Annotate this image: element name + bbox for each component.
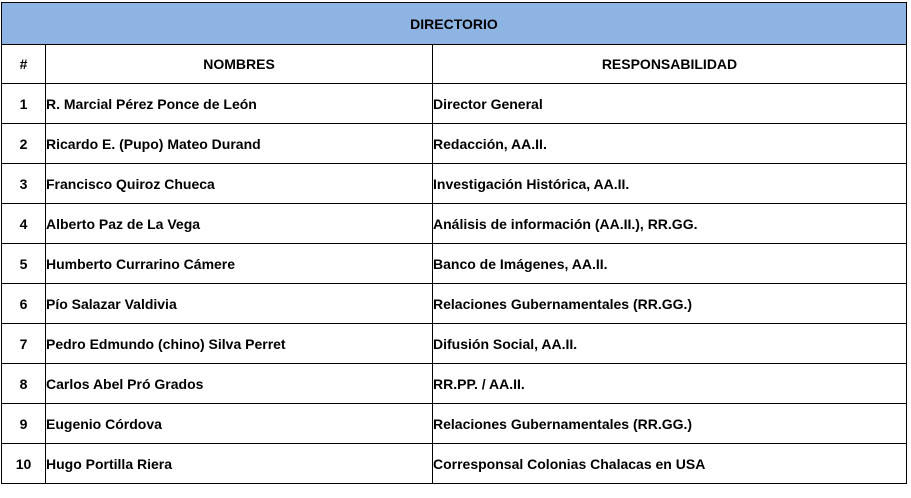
table-row	[2, 84, 907, 124]
header-responsibility: RESPONSABILIDAD	[433, 45, 907, 84]
title-row	[2, 3, 907, 45]
table-body	[2, 84, 907, 484]
table-row	[2, 284, 907, 324]
row-number: 8	[2, 364, 46, 404]
header-number: #	[2, 45, 46, 84]
row-name: Francisco Quiroz Chueca	[46, 164, 433, 204]
row-number: 7	[2, 324, 46, 364]
row-responsibility: Redacción, AA.II.	[433, 124, 907, 164]
table-title: DIRECTORIO	[2, 3, 907, 45]
row-number: 4	[2, 204, 46, 244]
directory-table	[1, 2, 907, 484]
row-number: 2	[2, 124, 46, 164]
row-name: Pedro Edmundo (chino) Silva Perret	[46, 324, 433, 364]
row-name: Carlos Abel Pró Grados	[46, 364, 433, 404]
row-responsibility: Director General	[433, 84, 907, 124]
row-name: Ricardo E. (Pupo) Mateo Durand	[46, 124, 433, 164]
table-row	[2, 204, 907, 244]
table-row	[2, 444, 907, 484]
table-row	[2, 124, 907, 164]
row-responsibility: Banco de Imágenes, AA.II.	[433, 244, 907, 284]
row-number: 10	[2, 444, 46, 484]
row-responsibility: Corresponsal Colonias Chalacas en USA	[433, 444, 907, 484]
row-name: Humberto Currarino Cámere	[46, 244, 433, 284]
header-names: NOMBRES	[46, 45, 433, 84]
row-number: 5	[2, 244, 46, 284]
table-row	[2, 324, 907, 364]
row-responsibility: Relaciones Gubernamentales (RR.GG.)	[433, 284, 907, 324]
row-number: 6	[2, 284, 46, 324]
directory-container	[1, 2, 907, 484]
table-row	[2, 164, 907, 204]
row-number: 9	[2, 404, 46, 444]
table-row	[2, 404, 907, 444]
table-row	[2, 244, 907, 284]
row-responsibility: Investigación Histórica, AA.II.	[433, 164, 907, 204]
row-responsibility: Relaciones Gubernamentales (RR.GG.)	[433, 404, 907, 444]
header-row	[2, 45, 907, 84]
row-name: R. Marcial Pérez Ponce de León	[46, 84, 433, 124]
row-number: 3	[2, 164, 46, 204]
row-responsibility: Difusión Social, AA.II.	[433, 324, 907, 364]
row-name: Alberto Paz de La Vega	[46, 204, 433, 244]
row-name: Pío Salazar Valdivia	[46, 284, 433, 324]
row-name: Eugenio Córdova	[46, 404, 433, 444]
row-responsibility: RR.PP. / AA.II.	[433, 364, 907, 404]
row-name: Hugo Portilla Riera	[46, 444, 433, 484]
row-responsibility: Análisis de información (AA.II.), RR.GG.	[433, 204, 907, 244]
row-number: 1	[2, 84, 46, 124]
table-row	[2, 364, 907, 404]
